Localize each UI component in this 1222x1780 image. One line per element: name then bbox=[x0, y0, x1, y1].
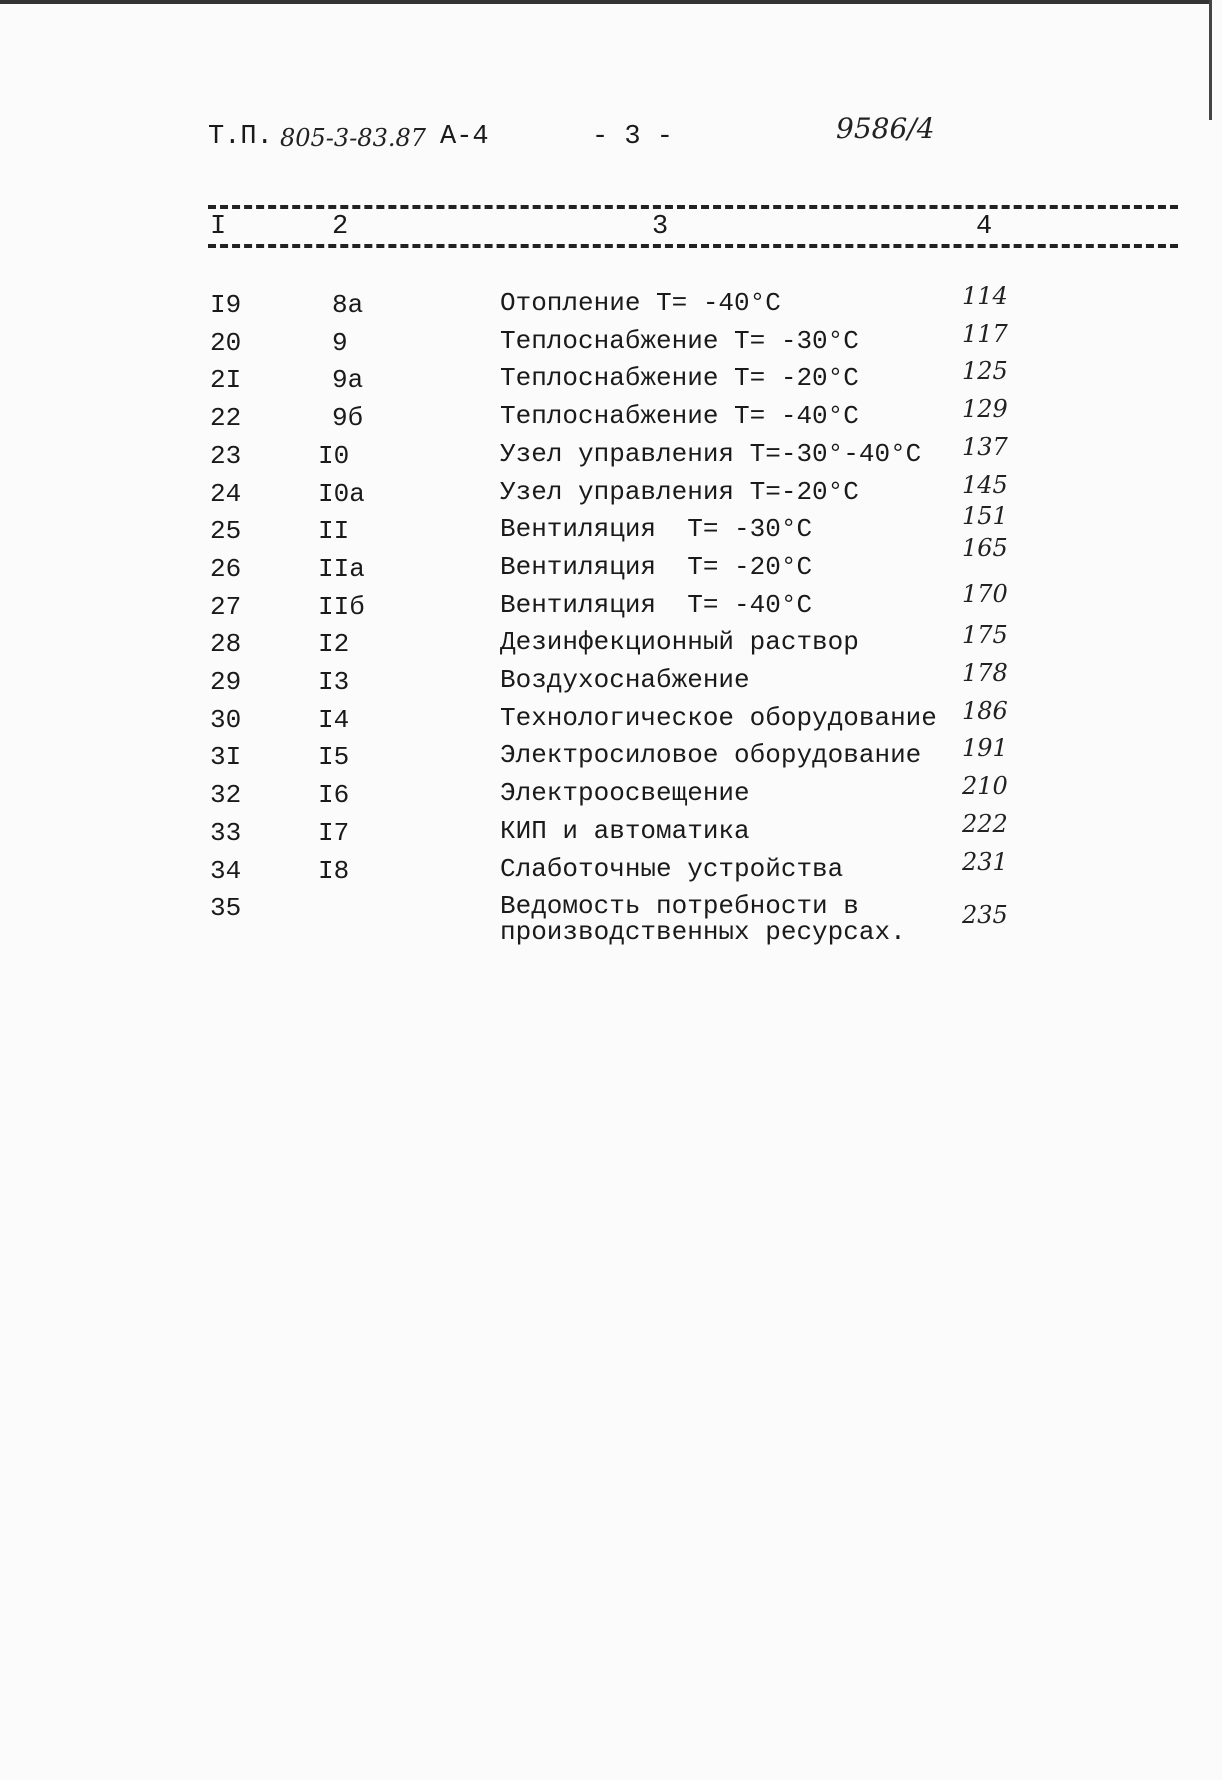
row-number: 33 bbox=[210, 817, 242, 848]
page-ref: 151 bbox=[962, 502, 1008, 531]
section-number: II bbox=[318, 516, 350, 547]
column-header-3: 3 bbox=[652, 212, 669, 242]
section-title: Дезинфекционный раствор bbox=[500, 627, 859, 658]
page-ref: 117 bbox=[962, 319, 1008, 348]
section-title: Теплоснабжение Т= -40°С bbox=[500, 401, 859, 432]
page-ref: 170 bbox=[962, 579, 1008, 608]
row-number: 3I bbox=[210, 742, 242, 773]
row-number: 20 bbox=[210, 327, 242, 358]
page-ref: 145 bbox=[962, 470, 1008, 499]
section-title: Воздухоснабжение bbox=[500, 665, 750, 695]
section-title: Теплоснабжение Т= -20°С bbox=[500, 363, 859, 394]
section-number: IIб bbox=[318, 591, 365, 622]
row-number: 34 bbox=[210, 855, 242, 886]
table-row bbox=[0, 579, 1222, 630]
page-ref: 178 bbox=[962, 659, 1008, 687]
section-number: I3 bbox=[318, 667, 350, 697]
section-number: I4 bbox=[318, 704, 350, 735]
row-number: 2I bbox=[210, 365, 242, 396]
section-title: Вентиляция Т= -20°С bbox=[500, 551, 813, 582]
table-row bbox=[0, 772, 1222, 818]
row-number: 29 bbox=[210, 667, 242, 697]
page-ref: 191 bbox=[962, 734, 1008, 763]
table-row bbox=[0, 533, 1222, 592]
section-title: Технологическое оборудование bbox=[500, 702, 937, 733]
column-header-1: I bbox=[210, 212, 227, 242]
page-ref: 165 bbox=[962, 533, 1008, 562]
section-number: I0 bbox=[318, 440, 350, 471]
row-number: I9 bbox=[210, 290, 242, 320]
section-number: 9а bbox=[332, 365, 364, 396]
page-ref: 231 bbox=[962, 847, 1008, 876]
section-number: I5 bbox=[318, 742, 350, 773]
section-title: Узел управления Т=-30°-40°С bbox=[500, 438, 922, 469]
row-number: 30 bbox=[210, 704, 242, 735]
column-header-2: 2 bbox=[332, 212, 349, 242]
column-header-4: 4 bbox=[976, 212, 993, 242]
row-number: 35 bbox=[210, 893, 242, 924]
page-edge-right bbox=[1209, 0, 1212, 120]
table-row bbox=[0, 470, 1222, 517]
table-row bbox=[0, 357, 1222, 403]
section-number: I6 bbox=[318, 780, 350, 811]
row-number: 26 bbox=[210, 553, 242, 584]
section-title: Ведомость потребности в производственных ресурсах. bbox=[500, 891, 906, 948]
section-number: I7 bbox=[318, 817, 350, 848]
section-number: IIа bbox=[318, 553, 365, 584]
row-number: 23 bbox=[210, 440, 242, 471]
page-number: - 3 - bbox=[592, 122, 674, 152]
row-number: 22 bbox=[210, 403, 242, 434]
page-ref: 129 bbox=[962, 395, 1008, 424]
section-title: Узел управления Т=-20°С bbox=[500, 476, 859, 507]
table-row bbox=[0, 502, 1222, 554]
table-row bbox=[0, 621, 1222, 667]
section-title: Вентиляция Т= -30°С bbox=[500, 514, 813, 545]
section-number: I0а bbox=[318, 478, 365, 509]
section-number: 9 bbox=[332, 327, 348, 358]
row-number: 27 bbox=[210, 591, 242, 622]
section-title: Вентиляция Т= -40°С bbox=[500, 589, 813, 620]
table-row bbox=[0, 432, 1222, 479]
page-ref: 114 bbox=[962, 282, 1008, 310]
row-number: 32 bbox=[210, 780, 242, 811]
section-title: Электросиловое оборудование bbox=[500, 740, 922, 771]
table-row bbox=[0, 847, 1222, 894]
table-row bbox=[0, 809, 1222, 856]
section-number: 8а bbox=[332, 290, 364, 320]
page-ref: 137 bbox=[962, 432, 1008, 461]
section-title: Отопление Т= -40°С bbox=[500, 288, 781, 318]
doc-prefix: Т.П. bbox=[208, 122, 273, 152]
doc-code: 805-3-83.87 bbox=[280, 124, 427, 152]
table-row bbox=[0, 734, 1222, 780]
row-number: 25 bbox=[210, 516, 242, 547]
section-title: Теплоснабжение Т= -30°С bbox=[500, 325, 859, 356]
page-edge bbox=[0, 0, 1212, 4]
page-ref: 210 bbox=[962, 772, 1008, 801]
row-number: 28 bbox=[210, 629, 242, 660]
section-title: КИП и автоматика bbox=[500, 815, 750, 846]
divider-top bbox=[208, 205, 1178, 209]
page-ref: 222 bbox=[962, 809, 1008, 838]
section-number: 9б bbox=[332, 403, 364, 434]
table-row bbox=[0, 395, 1222, 441]
section-number: I8 bbox=[318, 855, 350, 886]
page-ref: 235 bbox=[962, 901, 1008, 930]
table-row bbox=[0, 696, 1222, 743]
table-row bbox=[0, 659, 1222, 705]
page-ref: 175 bbox=[962, 621, 1008, 650]
section-title: Электроосвещение bbox=[500, 778, 750, 809]
page-ref: 125 bbox=[962, 357, 1008, 386]
table-row bbox=[0, 319, 1222, 366]
section-title: Слаботочные устройства bbox=[500, 853, 844, 884]
inventory-number: 9586/4 bbox=[836, 112, 935, 145]
divider-header bbox=[208, 244, 1178, 248]
doc-suffix: А-4 bbox=[440, 122, 489, 152]
page-ref: 186 bbox=[962, 696, 1008, 725]
row-number: 24 bbox=[210, 478, 242, 509]
table-row bbox=[0, 891, 1222, 948]
table-row bbox=[0, 282, 1222, 328]
section-number: I2 bbox=[318, 629, 350, 660]
